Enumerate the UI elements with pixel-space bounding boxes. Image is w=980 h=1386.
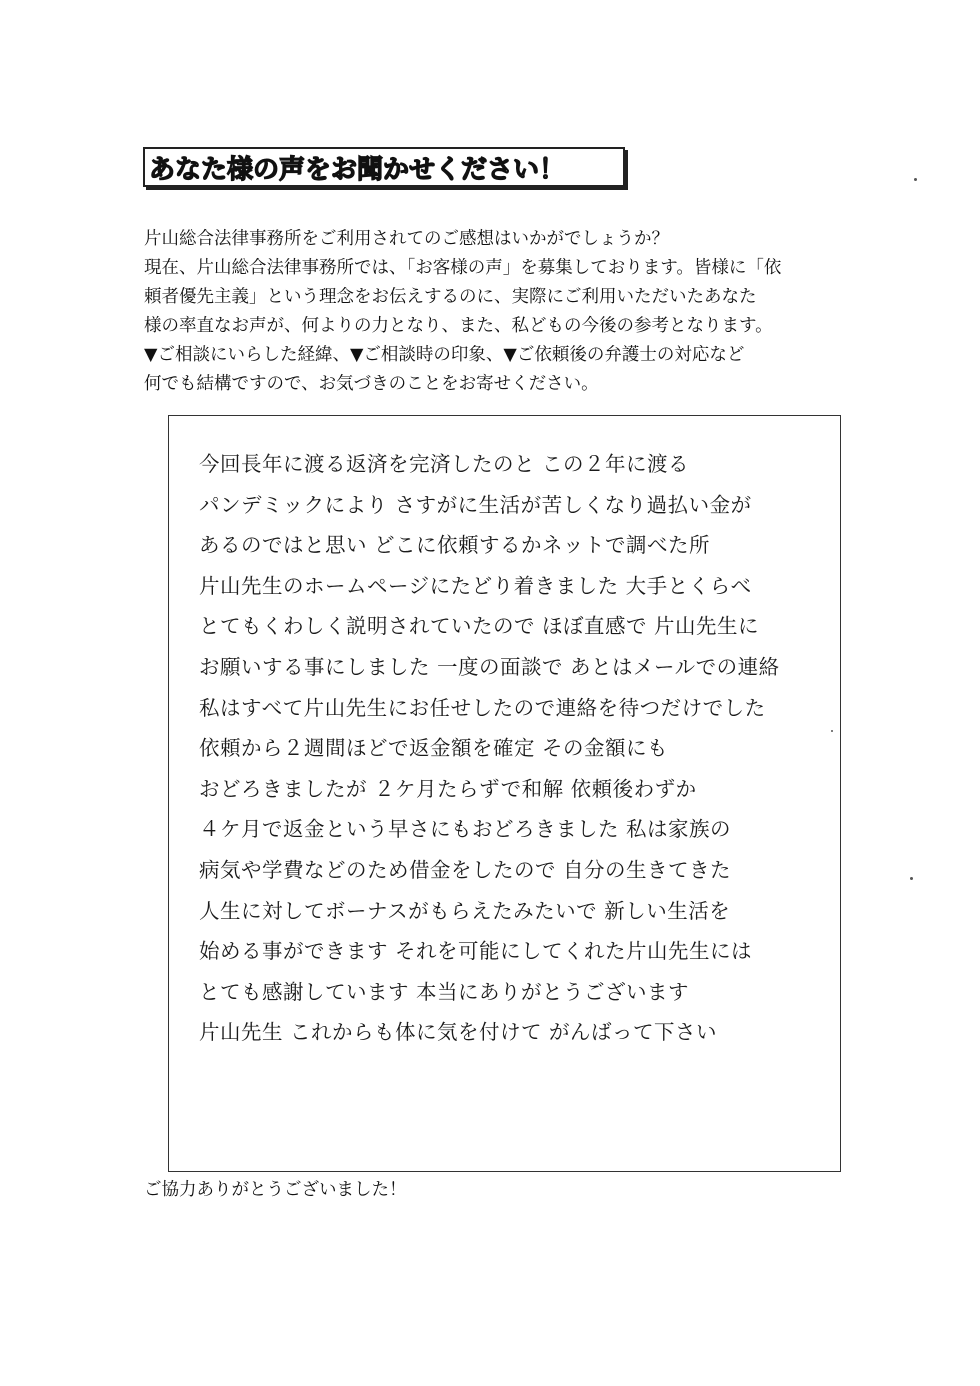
handwritten-line: とてもくわしく説明されていたので ほぼ直感で 片山先生に	[199, 614, 760, 639]
handwritten-line: 依頼から２週間ほどで返金額を確定 その金額にも	[199, 736, 669, 761]
handwritten-line: ４ケ月で返金という早さにもおどろきました 私は家族の	[199, 817, 732, 842]
intro-line: 様の率直なお声が、何よりの力となり、また、私どもの今後の参考となります。	[144, 316, 773, 336]
scan-speck	[914, 178, 917, 181]
scan-speck	[831, 730, 833, 732]
handwritten-line: 人生に対してボーナスがもらえたみたいで 新しい生活を	[199, 898, 731, 923]
handwritten-line: 私はすべて片山先生にお任せしたので連絡を待つだけでした	[199, 695, 766, 720]
title-banner	[143, 147, 625, 187]
handwritten-line: おどろきましたが ２ケ月たらずで和解 依頼後わずか	[199, 776, 697, 801]
intro-line: 頼者優先主義」という理念をお伝えするのに、実際にご利用いただいたあなた	[144, 287, 757, 307]
handwritten-line: パンデミックにより さすがに生活が苦しくなり過払い金が	[199, 492, 752, 517]
handwritten-line: お願いする事にしました 一度の面談で あとはメールでの連絡	[199, 654, 780, 679]
intro-paragraph	[144, 225, 854, 399]
handwritten-line: 病気や学費などのため借金をしたので 自分の生きてきた	[199, 857, 732, 882]
page-title: あなた様の声をお聞かせください！	[149, 154, 566, 185]
intro-line: 何でも結構ですので、お気づきのことをお寄せください。	[144, 374, 599, 394]
handwritten-line: 片山先生 これからも体に気を付けて がんばって下さい	[199, 1020, 718, 1045]
handwritten-comment-box	[168, 415, 841, 1172]
intro-line: 片山総合法律事務所をご利用されてのご感想はいかがでしょうか？	[144, 229, 669, 249]
handwritten-comment	[199, 444, 829, 1053]
scan-speck	[910, 877, 913, 880]
intro-line: 現在、片山総合法律事務所では、「お客様の声」を募集しております。皆様に「依	[144, 258, 782, 278]
handwritten-line: とても感謝しています 本当にありがとうございます	[199, 979, 690, 1004]
intro-line: ▼ご相談にいらした経緯、▼ご相談時の印象、▼ご依頼後の弁護士の対応など	[144, 345, 745, 365]
closing-message: ご協力ありがとうございました！	[144, 1180, 407, 1200]
handwritten-line: あるのではと思い どこに依頼するかネットで調べた所	[199, 533, 711, 558]
handwritten-line: 今回長年に渡る返済を完済したのと この２年に渡る	[199, 452, 690, 476]
handwritten-line: 片山先生のホームページにたどり着きました 大手とくらべ	[199, 573, 752, 598]
handwritten-line: 始める事ができます それを可能にしてくれた片山先生には	[199, 939, 753, 964]
